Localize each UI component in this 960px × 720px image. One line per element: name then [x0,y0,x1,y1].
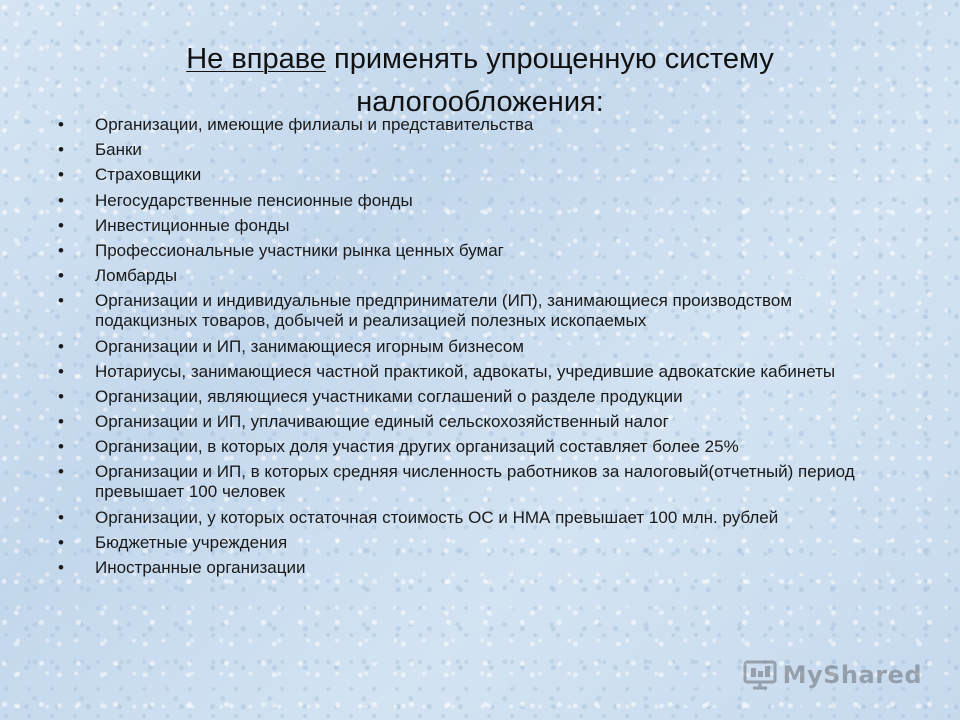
list-item [55,165,855,185]
list-item-text: Ломбарды [95,266,178,286]
list-item [55,437,855,457]
list-item [55,508,855,528]
list-item-text: Организации, в которых доля участия других организаций составляет более 25% [95,437,739,457]
list-item-text: Страховщики [95,165,202,185]
list-item [55,362,855,382]
bullet: • [58,412,64,432]
list-item-text: Нотариусы, занимающиеся частной практикой, адвокаты, учредившие адвокатские кабинеты [95,361,836,381]
restriction-list [55,115,855,583]
list-item-text: Негосударственные пенсионные фонды [95,190,413,210]
watermark-text: MyShared [782,661,922,689]
list-item-text: Организации, являющиеся участниками соглашений о разделе продукции [95,386,683,406]
title-line1-rest: применять упрощенную систему [325,43,774,75]
list-item [55,412,855,432]
bullet: • [58,507,64,527]
bullet: • [58,386,64,406]
list-item [55,241,855,261]
list-item-text: Организации и индивидуальные предприниматели (ИП), занимающиеся производством подакцизных товаров, добычей и реализацией полезных ископаемых [95,291,793,331]
list-item [55,140,855,160]
bullet: • [58,361,64,381]
bullet: • [58,240,64,260]
list-item [55,337,855,357]
list-item [55,291,855,331]
list-item-text: Иностранные организации [95,558,306,577]
list-item-text: Бюджетные учреждения [95,532,288,552]
title-underlined-phrase: Не вправе [186,43,326,75]
list-item [55,216,855,236]
list-item [55,558,855,578]
list-item-text: Организации и ИП, в которых средняя численность работников за налоговый(отчетный) период превышает 100 человек [95,462,855,502]
list-item [55,387,855,407]
bullet: • [58,437,64,457]
bullet: • [58,291,64,311]
list-item [55,191,855,211]
list-item-text: Организации и ИП, уплачивающие единый сельскохозяйственный налог [95,412,669,432]
list-item-text: Организации, у которых остаточная стоимость ОС и НМА превышает 100 млн. рублей [95,507,779,527]
list-item-text: Организации и ИП, занимающиеся игорным бизнесом [95,336,524,356]
bullet: • [58,462,64,482]
list-item [55,533,855,553]
title-line2: налогообложения: [356,86,604,118]
list-item-text: Профессиональные участники рынка ценных бумаг [95,240,504,260]
slide-title [60,38,900,124]
list-item [55,462,855,502]
bullet: • [58,140,64,160]
myshared-watermark[interactable] [743,660,922,690]
list-item [55,266,855,286]
bullet: • [58,190,64,210]
list-item-text: Инвестиционные фонды [95,215,290,235]
bullet: • [58,558,64,577]
bullet: • [58,215,64,235]
list-item-text: Банки [95,140,142,160]
presentation-screen-icon [743,660,777,690]
bullet: • [58,266,64,286]
list-item-text: Организации, имеющие филиалы и представительства [95,115,534,134]
bullet: • [58,165,64,185]
bullet: • [58,336,64,356]
bullet: • [58,115,64,134]
bullet: • [58,532,64,552]
list-item [55,115,855,135]
